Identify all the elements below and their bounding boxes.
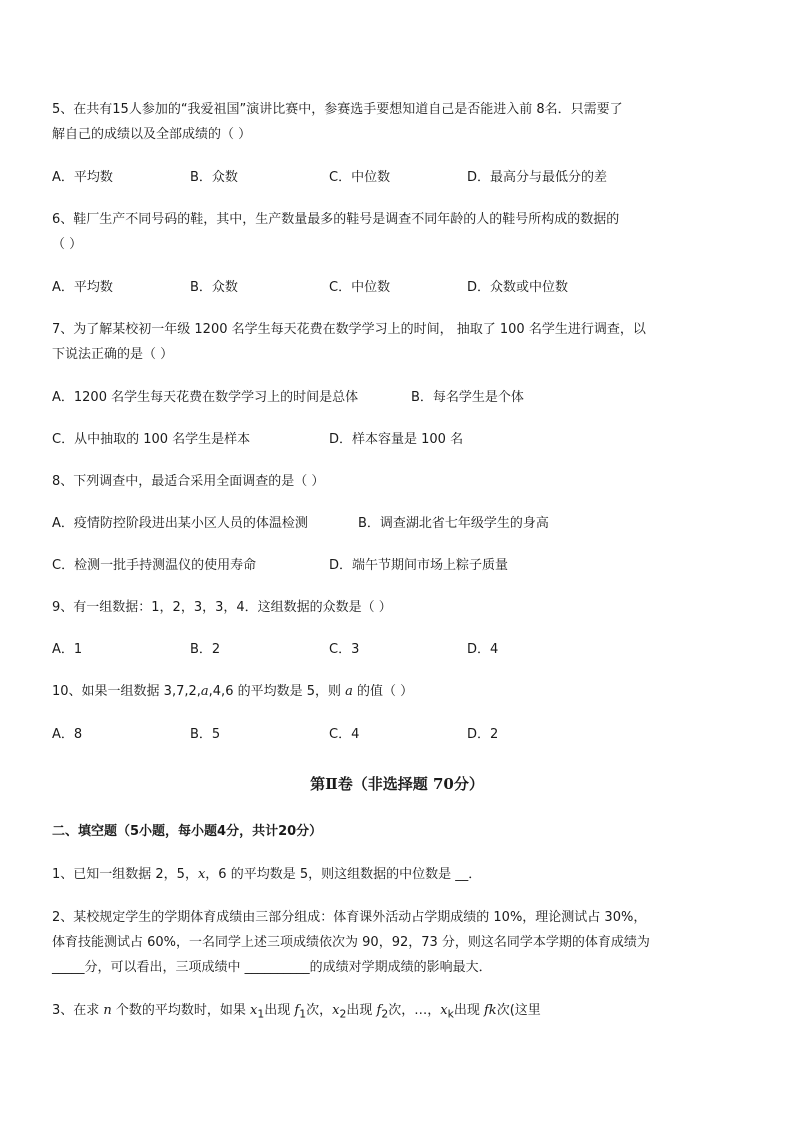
q6-stem-line1: 6、鞋厂生产不同号码的鞋，其中，生产数量最多的鞋号是调查不同年龄的人的鞋号所构成的数据的 — [52, 212, 620, 227]
q7-stem-line1: 7、为了解某校初一年级 1200 名学生每天花费在数学学习上的时间， 抽取了 100 名学生进行调查，以 — [52, 322, 646, 337]
q10-var-a-2: a — [345, 684, 353, 699]
q9-stem: 9、有一组数据：1，2，3，3，4．这组数据的众数是（ ） — [52, 600, 392, 615]
q9-option-d: D．4 — [467, 642, 499, 657]
fill-q3-text-1: 3、在求 — [52, 1003, 104, 1018]
fill-q3-text-8: 次(这里 — [496, 1003, 541, 1018]
fill-q3-fsub-1: 1 — [299, 1007, 307, 1021]
fill-q1-text-1: 1、已知一组数据 2，5， — [52, 867, 198, 882]
q6-option-a: A．平均数 — [52, 280, 113, 295]
q6-option-b: B．众数 — [190, 280, 238, 295]
fill-q3-var-xk: x — [440, 1003, 448, 1018]
q8-option-b: B．调查湖北省七年级学生的身高 — [358, 516, 549, 531]
q10-option-b: B．5 — [190, 727, 221, 742]
fill-q2-line1: 2、某校规定学生的学期体育成绩由三部分组成：体育课外活动占学期成绩的 10%，理论测试占 30%， — [52, 910, 647, 925]
fill-q3-line1 — [52, 1002, 541, 1024]
q10-stem-text-1: 10、如果一组数据 3,7,2, — [52, 684, 201, 699]
fill-q3-var-x2: x — [332, 1003, 340, 1018]
fill-q1-text-2: ，6 的平均数是 5，则这组数据的中位数是 __． — [205, 867, 482, 882]
q7-option-b: B．每名学生是个体 — [411, 390, 524, 405]
q9-option-a: A．1 — [52, 642, 83, 657]
part-2-heading: 二、填空题（5小题，每小题4分，共计20分） — [52, 824, 323, 839]
q5-option-b: B．众数 — [190, 170, 238, 185]
q8-option-a: A．疫情防控阶段进出某小区人员的体温检测 — [52, 516, 308, 531]
fill-q3-var-x1: x — [250, 1003, 258, 1018]
fill-q3-text-2: 个数的平均数时，如果 — [111, 1003, 251, 1018]
q10-option-c: C．4 — [329, 727, 360, 742]
q10-stem-text-2: ,4,6 的平均数是 5，则 — [208, 684, 346, 699]
fill-q3-text-4: 次， — [306, 1003, 333, 1018]
q8-stem: 8、下列调查中，最适合采用全面调查的是（ ） — [52, 474, 325, 489]
fill-q3-text-3: 出现 — [264, 1003, 295, 1018]
q5-option-a: A．平均数 — [52, 170, 113, 185]
q8-option-d: D．端午节期间市场上粽子质量 — [329, 558, 509, 573]
fill-q3-sub-1: 1 — [257, 1007, 265, 1021]
q7-option-c: C．从中抽取的 100 名学生是样本 — [52, 432, 251, 447]
section-2-title: 第Ⅱ卷（非选择题 70分） — [310, 775, 484, 793]
q10-stem — [52, 683, 413, 701]
q7-option-a: A．1200 名学生每天花费在数学学习上的时间是总体 — [52, 390, 359, 405]
q7-stem-line2: 下说法正确的是（ ） — [52, 347, 174, 362]
q10-option-d: D．2 — [467, 727, 499, 742]
fill-q1 — [52, 866, 481, 884]
fill-q3-sub-2: 2 — [339, 1007, 347, 1021]
fill-q3-fsub-2: 2 — [381, 1007, 389, 1021]
q5-stem-line1: 5、在共有15人参加的“我爱祖国”演讲比赛中，参赛选手要想知道自己是否能进入前 8名．只需要了 — [52, 102, 623, 117]
q5-option-d: D．最高分与最低分的差 — [467, 170, 608, 185]
fill-q3-var-f2: f — [376, 1003, 382, 1018]
fill-q2-line2: 体育技能测试占 60%，一名同学上述三项成绩依次为 90，92，73 分，则这名同学本学期的体育成绩为 — [52, 935, 650, 950]
q6-option-c: C．中位数 — [329, 280, 391, 295]
q6-option-d: D．众数或中位数 — [467, 280, 569, 295]
fill-q3-var-fk: fk — [484, 1003, 497, 1018]
q5-option-c: C．中位数 — [329, 170, 391, 185]
q10-option-a: A．8 — [52, 727, 83, 742]
q9-option-b: B．2 — [190, 642, 221, 657]
fill-q3-text-7: 出现 — [453, 1003, 484, 1018]
q10-stem-text-3: 的值（ ） — [352, 684, 414, 699]
fill-q1-var-x: x — [197, 867, 206, 882]
q8-option-c: C．检测一批手持测温仪的使用寿命 — [52, 558, 257, 573]
fill-q3-text-5: 出现 — [346, 1003, 377, 1018]
fill-q3-var-n: n — [103, 1003, 112, 1018]
fill-q3-text-6: 次，…， — [388, 1003, 441, 1018]
q5-stem-line2: 解自己的成绩以及全部成绩的（ ） — [52, 127, 252, 142]
q10-var-a: a — [200, 684, 209, 699]
fill-q3-var-f1: f — [294, 1003, 300, 1018]
q7-option-d: D．样本容量是 100 名 — [329, 432, 464, 447]
q9-option-c: C．3 — [329, 642, 360, 657]
fill-q3-sub-k: k — [447, 1007, 454, 1021]
q6-stem-line2: （ ） — [52, 237, 83, 252]
fill-q2-line3: _____分，可以看出，三项成绩中 __________的成绩对学期成绩的影响最大． — [52, 960, 492, 975]
